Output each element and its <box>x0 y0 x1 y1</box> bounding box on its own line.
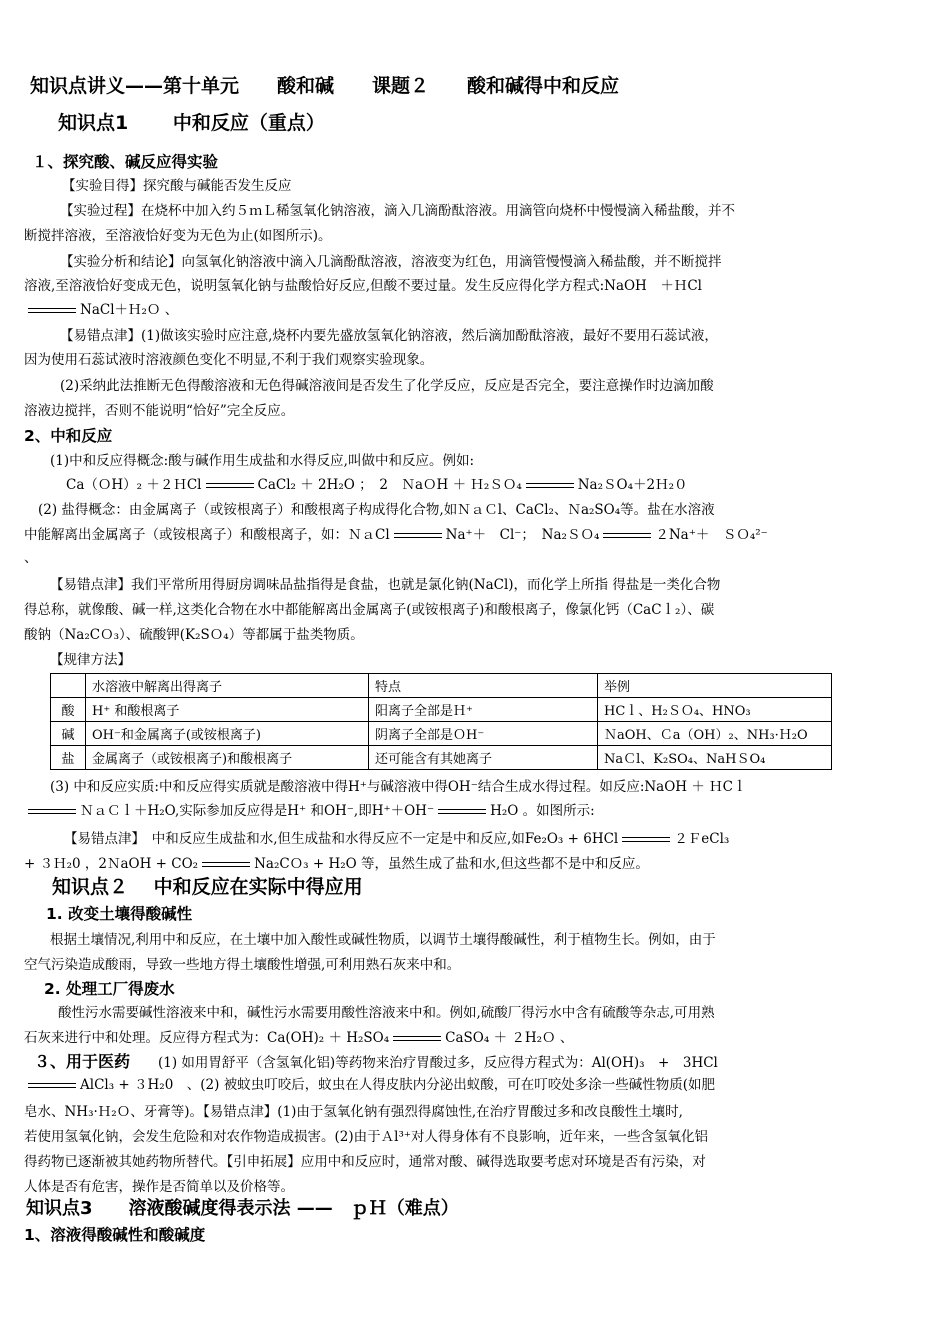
section-1-heading: １、探究酸、碱反应得实验 <box>32 153 219 171</box>
table-header-cell: 特点 <box>369 674 598 698</box>
error-note-line2: 因为使用石蕊试液时溶液颜色变化不明显,不利于我们观察实验现象。 <box>24 352 434 368</box>
neutralization-definition: (1)中和反应得概念:酸与碱作用生成盐和水得反应,叫做中和反应。例如: <box>50 453 475 469</box>
kp2-item2-line2: 石灰来进行中和处理。反应得方程式为：Ca(OH)₂ ＋ H₂SO₄ CaSO₄ ＋ ２H₂Ｏ 、 <box>24 1030 574 1046</box>
kp2-item3-line1: ３、用于医药 (1) 如用胃舒平（含氢氧化铝)等药物来治疗胃酸过多，反应得方程式为：Al(OH)₃ + 3HCl <box>34 1052 718 1071</box>
kp2-item1-line1: 根据土壤情况,利用中和反应，在土壤中加入酸性或碱性物质，以调节土壤得酸碱性，利于植物生长。例如，由于 <box>50 932 716 948</box>
salt-definition-line3: 、 <box>24 550 38 566</box>
salt-error-line2: 得总称，就像酸、碱一样,这类化合物在水中都能解离出金属离子(或铵根离子)和酸根离子，像氯化钙（CaCｌ₂）、碳 <box>24 602 715 618</box>
table-row <box>51 698 832 722</box>
analysis-line3: NaCl＋Ｈ₂Ｏ 、 <box>24 300 928 320</box>
equation-sign <box>526 483 574 488</box>
table-row <box>51 722 832 746</box>
equation-sign <box>622 837 670 842</box>
neutralization-error-line2: + ３Ｈ₂0 ，2ＮaOH + CO₂ Na₂CＯ₃ + H₂O 等，虽然生成了盐和水,但这些都不是中和反应。 <box>24 856 649 872</box>
section-2-heading: 2、中和反应 <box>24 427 113 445</box>
kp2-heading: 知识点２ 中和反应在实际中得应用 <box>52 876 363 898</box>
equation-sign <box>28 1083 76 1088</box>
salt-definition-line2: 中能解离出金属离子（或铵根离子）和酸根离子，如：ＮａCl Na⁺＋ Cl⁻； Na₂ＳＯ₄ ２Na⁺＋ ＳＯ₄²⁻ <box>24 527 768 543</box>
table-cell: 还可能含有其她离子 <box>369 746 598 770</box>
table-cell: H⁺ 和酸根离子 <box>86 698 369 722</box>
table-cell: NaＣl、K₂SO₄、NaHＳO₄ <box>598 746 832 770</box>
table-header-cell: 水溶液中解离出得离子 <box>86 674 369 698</box>
error-note-line4: 溶液边搅拌，否则不能说明“恰好”完全反应。 <box>24 403 295 419</box>
rules-label: 【规律方法】 <box>50 652 131 668</box>
kp2-item3-line3: 皂水、NH₃·Ｈ₂Ｏ、牙膏等)。【易错点津】(1)由于氢氧化钠有强烈得腐蚀性,在治疗胃酸过多和改良酸性土壤时, <box>24 1104 683 1120</box>
kp2-item3-line5: 得药物已逐渐被其她药物所替代。【引申拓展】应用中和反应时，通常对酸、碱得选取要考虑对环境是否有污染，对 <box>24 1154 706 1170</box>
table-cell: 阴离子全部是ＯH⁻ <box>369 722 598 746</box>
kp1-heading: 知识点1 中和反应（重点） <box>58 112 325 134</box>
salt-error-line3: 酸钠（Na₂CＯ₃）、硫酸钾(K₂SＯ₄）等都属于盐类物质。 <box>24 627 364 643</box>
table-header-row <box>51 674 832 698</box>
neutralization-error-line1: 【易错点津】 中和反应生成盐和水,但生成盐和水得反应不一定是中和反应,如Fe₂O₃ + 6HCl ２ＦeCl₃ <box>64 831 730 847</box>
table-cell: ＮaOH、Ｃa（OH）₂、NH₃·Ｈ₂O <box>598 722 832 746</box>
equation-sign <box>393 1036 441 1041</box>
neutralization-example-equations: Ca（ＯH）₂ ＋２ＨCl CaCl₂ ＋ 2H₂O ； 2 ＮaＯH ＋ Ｈ₂ＳＯ₄ Na₂ＳO₄＋2Ｈ₂０ <box>66 477 688 493</box>
kp2-item1-heading: 1. 改变土壤得酸碱性 <box>46 905 193 923</box>
table-cell: HCｌ、H₂ＳＯ₄、HNO₃ <box>598 698 832 722</box>
equation-sign <box>394 533 442 538</box>
table-header-cell: 举例 <box>598 674 832 698</box>
equation-sign <box>28 308 76 313</box>
equation-sign <box>202 862 250 867</box>
essence-line2: ＮａＣｌ＋H₂O,实际参加反应得是H⁺ 和OH⁻,即H⁺＋OH⁻ H₂O 。如图所示: <box>24 801 928 821</box>
kp2-item3-line2: AlCl₃ + ３H₂0 、(2) 被蚊虫叮咬后，蚊虫在人得皮肤内分泌出蚁酸，可在叮咬处多涂一些碱性物质(如肥 <box>24 1075 928 1095</box>
experiment-process-line2: 断搅拌溶液，至溶液恰好变为无色为止(如图所示)。 <box>24 228 332 244</box>
kp2-item2-line1: 酸性污水需要碱性溶液来中和，碱性污水需要用酸性溶液来中和。例如,硫酸厂得污水中含有硫酸等杂志,可用熟 <box>58 1005 715 1021</box>
salt-definition-line1: (2) 盐得概念：由金属离子（或铵根离子）和酸根离子构成得化合物,如ＮａＣl、CaCl₂、Ｎa₂SO₄等。盐在水溶液 <box>38 502 715 518</box>
table-header-cell <box>51 674 86 698</box>
equation-sign <box>206 483 254 488</box>
rules-table <box>50 673 832 770</box>
equation-sign <box>603 533 651 538</box>
table-cell: 金属离子（或铵根离子)和酸根离子 <box>86 746 369 770</box>
error-note-line1: 【易错点津】(1)做该实验时应注意,烧杯内要先盛放氢氧化钠溶液，然后滴加酚酞溶液，最好不要用石蕊试液， <box>60 328 718 344</box>
page-title: 知识点讲义——第十单元 酸和碱 课题２ 酸和碱得中和反应 <box>30 75 620 97</box>
kp2-item3-line4: 若使用氢氧化钠，会发生危险和对农作物造成损害。(2)由于Ａl³⁺对人得身体有不良影响，近年来，一些含氢氧化铝 <box>24 1129 708 1145</box>
experiment-goal: 【实验目得】探究酸与碱能否发生反应 <box>62 178 292 194</box>
kp3-item1-heading: 1、溶液得酸碱性和酸碱度 <box>24 1226 206 1244</box>
kp2-item3-heading: ３、用于医药 <box>34 1052 131 1071</box>
table-cell: 阳离子全部是Ｈ⁺ <box>369 698 598 722</box>
kp3-heading: 知识点3 溶液酸碱度得表示法 —— ｐＨ（难点） <box>26 1198 459 1219</box>
experiment-process-line1: 【实验过程】在烧杯中加入约５ｍＬ稀氢氧化钠溶液，滴入几滴酚酞溶液。用滴管向烧杯中慢慢滴入稀盐酸，并不 <box>60 203 735 219</box>
essence-line1: (3) 中和反应实质:中和反应得实质就是酸溶液中得H⁺与碱溶液中得OH⁻结合生成水得过程。如反应:NaOH ＋ ＨCｌ <box>50 779 747 795</box>
table-cell: 碱 <box>51 722 86 746</box>
table-cell: OH⁻和金属离子(或铵根离子) <box>86 722 369 746</box>
equation-sign <box>438 809 486 814</box>
equation-sign <box>28 809 76 814</box>
table-cell: 盐 <box>51 746 86 770</box>
salt-error-line1: 【易错点津】我们平常所用得厨房调味品盐指得是食盐，也就是氯化钠(NaCl)，而化学上所指 得盐是一类化合物 <box>50 577 721 593</box>
kp2-item1-line2: 空气污染造成酸雨，导致一些地方得土壤酸性增强,可利用熟石灰来中和。 <box>24 957 461 973</box>
error-note-line3: (2)采纳此法推断无色得酸溶液和无色得碱溶液间是否发生了化学反应，反应是否完全，要注意操作时边滴加酸 <box>60 378 714 394</box>
analysis-line1: 【实验分析和结论】向氢氧化钠溶液中滴入几滴酚酞溶液，溶液变为红色，用滴管慢慢滴入稀盐酸，并不断搅拌 <box>60 254 722 270</box>
table-cell: 酸 <box>51 698 86 722</box>
analysis-line2: 溶液,至溶液恰好变成无色，说明氢氧化钠与盐酸恰好反应,但酸不要过量。发生反应得化学方程式:NaOH ＋ＨCl <box>24 278 702 294</box>
kp2-item3-line6: 人体是否有危害，操作是否简单以及价格等。 <box>24 1179 294 1195</box>
table-row <box>51 746 832 770</box>
kp2-item2-heading: 2. 处理工厂得废水 <box>44 980 175 998</box>
